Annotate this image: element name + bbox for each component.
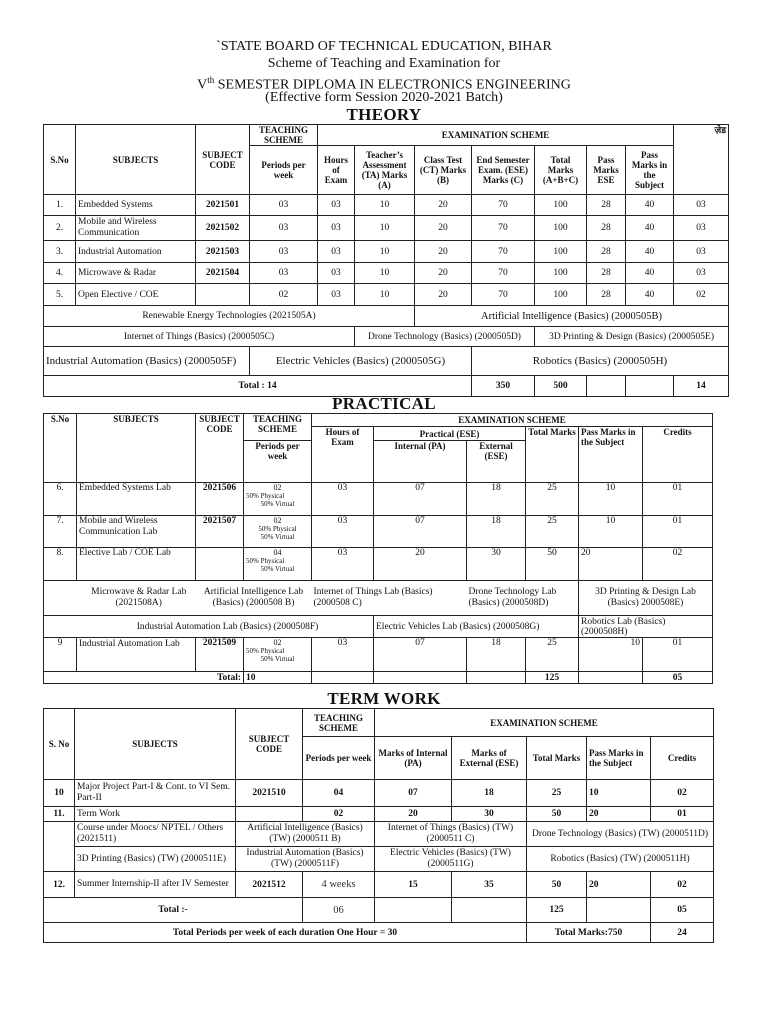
- cell: 10: [579, 516, 643, 548]
- cell: 20: [415, 216, 472, 241]
- cell: 20: [375, 807, 452, 822]
- cell: 10: [355, 263, 415, 284]
- elective-ia: Industrial Automation Lab (Basics) (2000508F): [44, 616, 374, 638]
- cell: 03: [318, 195, 355, 216]
- cell: 07: [374, 483, 467, 516]
- th-ese: End Semester Exam. (ESE) Marks (C): [472, 146, 535, 195]
- th-periods: Periods per week: [303, 737, 375, 780]
- cell: 2021507: [196, 516, 244, 548]
- th-subjects: SUBJECTS: [76, 125, 196, 195]
- cell: 70: [472, 241, 535, 263]
- cell: 03: [250, 241, 318, 263]
- cell: 03: [674, 216, 729, 241]
- th-credits: ज़ेड: [674, 125, 729, 195]
- cell: 01: [643, 516, 713, 548]
- elective-ia: Industrial Automation (Basics) (2000505F): [44, 347, 250, 376]
- semester-rest: SEMESTER DIPLOMA IN ELECTRONICS ENGINEERING: [214, 77, 571, 93]
- cell: 20: [587, 872, 651, 898]
- practical-heading: PRACTICAL: [332, 394, 436, 413]
- elective-printing: 3D Printing & Design Lab (Basics) 2000508E): [579, 581, 713, 616]
- physical-note: 50% Physical: [258, 525, 297, 533]
- cell: 30: [452, 807, 527, 822]
- th-code: SUBJECT CODE: [196, 125, 250, 195]
- elective-ev: Electric Vehicles (Basics) (TW) (2000511G): [375, 847, 527, 872]
- cell: 70: [472, 284, 535, 306]
- cell: Mobile and Wireless Communication Lab: [77, 516, 196, 548]
- practical-table: [43, 413, 713, 684]
- elective-mr: Microwave & Radar Lab (2021508A): [44, 581, 196, 616]
- periods-value: 04: [273, 548, 282, 557]
- cell: [236, 807, 303, 822]
- board-title: `STATE BOARD OF TECHNICAL EDUCATION, BIHAR: [216, 39, 552, 54]
- cell: Open Elective / COE: [76, 284, 196, 306]
- cell: Industrial Automation Lab: [77, 638, 196, 672]
- th-exam: EXAMINATION SCHEME: [312, 414, 713, 427]
- cell: 03: [312, 516, 374, 548]
- physical-note: 50% Physical: [246, 492, 285, 500]
- elective-row: [44, 327, 729, 347]
- cell: 20: [415, 195, 472, 216]
- th-code: SUBJECT CODE: [196, 414, 244, 483]
- cell: 11.: [44, 807, 75, 822]
- cell: 2021509: [196, 638, 244, 672]
- cell: 18: [467, 516, 526, 548]
- cell: 02: [674, 284, 729, 306]
- elective-ia: Industrial Automation (Basics) (TW) (2000511F): [236, 847, 375, 872]
- cell: 03: [318, 263, 355, 284]
- cell: 10: [355, 284, 415, 306]
- elective-robotics: Robotics (Basics) (2000505H): [472, 347, 729, 376]
- table-row: [44, 780, 714, 807]
- cell: 2021506: [196, 483, 244, 516]
- elective-mooc: Course under Moocs/ NPTEL / Others (2021511): [75, 822, 236, 847]
- cell: 2.: [44, 216, 76, 241]
- elective-ai: Artificial Intelligence Lab (Basics) (2000508 B): [196, 581, 312, 616]
- cell: 25: [526, 516, 579, 548]
- cell: Term Work: [75, 807, 236, 822]
- empty-cell: [312, 672, 374, 684]
- th-internal: Internal (PA): [374, 441, 467, 483]
- cell: 100: [535, 241, 587, 263]
- cell: 70: [472, 263, 535, 284]
- cell: 50: [527, 872, 587, 898]
- cell: 25: [526, 638, 579, 672]
- th-external: External (ESE): [467, 441, 526, 483]
- elective-ret: Renewable Energy Technologies (2021505A): [44, 306, 415, 327]
- cell: 03: [312, 548, 374, 581]
- cell: 03: [250, 263, 318, 284]
- cell: 5.: [44, 284, 76, 306]
- total-row: [44, 672, 713, 684]
- cell: 2021504: [196, 263, 250, 284]
- cell: 10: [44, 780, 75, 807]
- total-periods: 10: [244, 672, 312, 684]
- cell: 03: [318, 216, 355, 241]
- cell: 40: [626, 195, 674, 216]
- scheme-subtitle: Scheme of Teaching and Examination for: [267, 56, 501, 71]
- cell: [244, 516, 312, 548]
- cell: 03: [312, 483, 374, 516]
- empty-cell: [579, 672, 643, 684]
- th-exam: EXAMINATION SCHEME: [375, 709, 714, 737]
- cell: 100: [535, 216, 587, 241]
- table-row: [44, 284, 729, 306]
- th-sno: S.No: [44, 125, 76, 195]
- total-credits: 05: [651, 898, 714, 923]
- th-teaching: TEACHING SCHEME: [244, 414, 312, 441]
- cell: 40: [626, 241, 674, 263]
- th-subjects: SUBJECTS: [77, 414, 196, 483]
- total-marks: 500: [535, 376, 587, 397]
- table-row: [44, 263, 729, 284]
- cell: 50: [527, 807, 587, 822]
- th-total: Total Marks: [527, 737, 587, 780]
- total-label: Total :-: [44, 898, 303, 923]
- cell: 01: [643, 638, 713, 672]
- cell: Major Project Part-I & Cont. to VI Sem. Part-II: [75, 780, 236, 807]
- grand-marks-label: Total Marks:750: [527, 923, 651, 943]
- empty-cell: [44, 822, 75, 872]
- session-note: (Effective form Session 2020-2021 Batch): [265, 90, 503, 105]
- th-ta: Teacher’s Assessment (TA) Marks (A): [355, 146, 415, 195]
- termwork-heading: TERM WORK: [327, 689, 441, 708]
- cell: 2021510: [236, 780, 303, 807]
- physical-note: 50% Physical: [246, 647, 285, 655]
- th-practical: Practical (ESE): [374, 427, 526, 441]
- cell: 70: [472, 195, 535, 216]
- termwork-table: [43, 708, 714, 943]
- cell: [196, 548, 244, 581]
- th-total: Total Marks: [526, 427, 579, 483]
- th-sno: S.No: [44, 414, 77, 483]
- th-ct: Class Test (CT) Marks (B): [415, 146, 472, 195]
- cell: 20: [415, 284, 472, 306]
- elective-row: [44, 847, 714, 872]
- cell: 20: [415, 241, 472, 263]
- elective-ev: Electric Vehicles (Basics) (2000505G): [250, 347, 472, 376]
- cell: 04: [303, 780, 375, 807]
- elective-row: [44, 822, 714, 847]
- cell: 07: [375, 780, 452, 807]
- table-row: [44, 872, 714, 898]
- cell: 18: [467, 638, 526, 672]
- elective-row: [44, 347, 729, 376]
- elective-iot: Internet of Things (Basics) (2000505C): [44, 327, 355, 347]
- total-label: Total:: [44, 672, 244, 684]
- cell: 03: [318, 284, 355, 306]
- virtual-note: 50% Virtual: [260, 533, 295, 541]
- cell: 20: [374, 548, 467, 581]
- table-row: [44, 241, 729, 263]
- cell: 10: [355, 195, 415, 216]
- cell: Embedded Systems: [76, 195, 196, 216]
- elective-row: [44, 306, 729, 327]
- empty-cell: [452, 898, 527, 923]
- elective-row: [44, 581, 713, 616]
- cell: 02: [250, 284, 318, 306]
- cell: 70: [472, 216, 535, 241]
- cell: 02: [303, 807, 375, 822]
- cell: 02: [651, 872, 714, 898]
- cell: [244, 483, 312, 516]
- th-credits: Credits: [643, 427, 713, 483]
- periods-value: 02: [273, 638, 282, 647]
- cell: 28: [587, 216, 626, 241]
- elective-ev: Electric Vehicles Lab (Basics) (2000508G): [374, 616, 579, 638]
- cell: 25: [526, 483, 579, 516]
- th-internal: Marks of Internal (PA): [375, 737, 452, 780]
- cell: 2021501: [196, 195, 250, 216]
- th-pass: Pass Marks in the Subject: [579, 427, 643, 483]
- cell: 18: [467, 483, 526, 516]
- elective-iot: Internet of Things Lab (Basics) (2000508 C): [312, 581, 467, 616]
- th-hours: Hours of Exam: [312, 427, 374, 483]
- virtual-note: 50% Virtual: [260, 655, 295, 663]
- total-credits: 14: [674, 376, 729, 397]
- cell: 03: [674, 195, 729, 216]
- cell: Mobile and Wireless Communication: [76, 216, 196, 241]
- table-row: [44, 216, 729, 241]
- cell: 1.: [44, 195, 76, 216]
- cell: 03: [674, 263, 729, 284]
- cell: 40: [626, 263, 674, 284]
- cell: 25: [527, 780, 587, 807]
- th-teaching: TEACHING SCHEME: [303, 709, 375, 737]
- empty-cell: [467, 672, 526, 684]
- th-total: Total Marks (A+B+C): [535, 146, 587, 195]
- cell: 50: [526, 548, 579, 581]
- cell: Industrial Automation: [76, 241, 196, 263]
- cell: 6.: [44, 483, 77, 516]
- th-sno: S. No: [44, 709, 75, 780]
- elective-printing: 3D Printing & Design (Basics) (2000505E): [535, 327, 729, 347]
- cell: 10: [355, 216, 415, 241]
- cell: 02: [643, 548, 713, 581]
- table-row: [44, 638, 713, 672]
- elective-robotics: Robotics (Basics) (TW) (2000511H): [527, 847, 714, 872]
- cell: 20: [415, 263, 472, 284]
- cell: 100: [535, 284, 587, 306]
- elective-ai: Artificial Intelligence (Basics) (2000505B): [415, 306, 729, 327]
- cell: 10: [587, 780, 651, 807]
- cell: 28: [587, 284, 626, 306]
- th-periods: Periods per week: [244, 441, 312, 483]
- empty-cell: [375, 898, 452, 923]
- cell: 9: [44, 638, 77, 672]
- cell: 100: [535, 263, 587, 284]
- cell: 03: [674, 241, 729, 263]
- cell: 20: [579, 548, 643, 581]
- cell: 12.: [44, 872, 75, 898]
- th-external: Marks of External (ESE): [452, 737, 527, 780]
- th-periods: Periods per week: [250, 146, 318, 195]
- elective-drone: Drone Technology (Basics) (TW) (2000511D): [527, 822, 714, 847]
- cell: 28: [587, 241, 626, 263]
- cell: 07: [374, 638, 467, 672]
- cell: 4.: [44, 263, 76, 284]
- cell: 10: [579, 483, 643, 516]
- cell: 15: [375, 872, 452, 898]
- th-pass-subj: Pass Marks in the Subject: [626, 146, 674, 195]
- table-row: [44, 195, 729, 216]
- th-pass: Pass Marks in the Subject: [587, 737, 651, 780]
- cell: 30: [467, 548, 526, 581]
- grand-periods-label: Total Periods per week of each duration One Hour = 30: [44, 923, 527, 943]
- th-code: SUBJECT CODE: [236, 709, 303, 780]
- table-row: [44, 483, 713, 516]
- cell: 10: [355, 241, 415, 263]
- cell: 35: [452, 872, 527, 898]
- cell: 20: [587, 807, 651, 822]
- th-teaching: TEACHING SCHEME: [250, 125, 318, 146]
- grand-credits: 24: [651, 923, 714, 943]
- empty-cell: [587, 898, 651, 923]
- empty-cell: [374, 672, 467, 684]
- total-row: [44, 898, 714, 923]
- cell: Summer Internship-II after IV Semester: [75, 872, 236, 898]
- cell: 03: [312, 638, 374, 672]
- cell: [244, 638, 312, 672]
- cell: 28: [587, 195, 626, 216]
- cell: 40: [626, 216, 674, 241]
- cell: 01: [651, 807, 714, 822]
- cell: 02: [651, 780, 714, 807]
- cell: 07: [374, 516, 467, 548]
- cell: 2021512: [236, 872, 303, 898]
- cell: 40: [626, 284, 674, 306]
- cell: 2021503: [196, 241, 250, 263]
- cell: 3.: [44, 241, 76, 263]
- cell: [196, 284, 250, 306]
- total-marks: 125: [526, 672, 579, 684]
- cell: 8.: [44, 548, 77, 581]
- cell: 03: [250, 195, 318, 216]
- elective-drone: Drone Technology Lab (Basics) (2000508D): [467, 581, 579, 616]
- elective-robotics: Robotics Lab (Basics) (2000508H): [579, 616, 713, 638]
- elective-iot: Internet of Things (Basics) (TW) (2000511 C): [375, 822, 527, 847]
- elective-printing: 3D Printing (Basics) (TW) (2000511E): [75, 847, 236, 872]
- th-hours: Hours of Exam: [318, 146, 355, 195]
- cell: 100: [535, 195, 587, 216]
- virtual-note: 50% Virtual: [260, 500, 295, 508]
- cell: 7.: [44, 516, 77, 548]
- cell: 03: [318, 241, 355, 263]
- virtual-note: 50% Virtual: [260, 565, 295, 573]
- th-exam: EXAMINATION SCHEME: [318, 125, 674, 146]
- th-pass-ese: Pass Marks ESE: [587, 146, 626, 195]
- cell: 18: [452, 780, 527, 807]
- total-credits: 05: [643, 672, 713, 684]
- table-row: [44, 516, 713, 548]
- theory-heading: THEORY: [346, 105, 422, 124]
- cell: 10: [579, 638, 643, 672]
- semester-sup: th: [207, 75, 215, 85]
- elective-row: [44, 616, 713, 638]
- cell: 03: [250, 216, 318, 241]
- theory-table: [43, 124, 729, 397]
- cell: Elective Lab / COE Lab: [77, 548, 196, 581]
- th-credits: Credits: [651, 737, 714, 780]
- grand-total-row: [44, 923, 714, 943]
- cell: 01: [643, 483, 713, 516]
- cell: 2021502: [196, 216, 250, 241]
- th-subjects: SUBJECTS: [75, 709, 236, 780]
- total-ese: 350: [472, 376, 535, 397]
- total-periods: 06: [303, 898, 375, 923]
- cell: 4 weeks: [303, 872, 375, 898]
- cell: 28: [587, 263, 626, 284]
- total-label: Total : 14: [44, 376, 472, 397]
- table-row: [44, 807, 714, 822]
- physical-note: 50% Physical: [246, 557, 285, 565]
- periods-value: 02: [273, 516, 282, 525]
- semester-roman: V: [197, 77, 208, 93]
- periods-value: 02: [273, 483, 282, 492]
- elective-drone: Drone Technology (Basics) (2000505D): [355, 327, 535, 347]
- table-row: [44, 548, 713, 581]
- total-marks: 125: [527, 898, 587, 923]
- cell: [244, 548, 312, 581]
- cell: Embedded Systems Lab: [77, 483, 196, 516]
- cell: Microwave & Radar: [76, 263, 196, 284]
- elective-ai: Artificial Intelligence (Basics) (TW) (2000511 B): [236, 822, 375, 847]
